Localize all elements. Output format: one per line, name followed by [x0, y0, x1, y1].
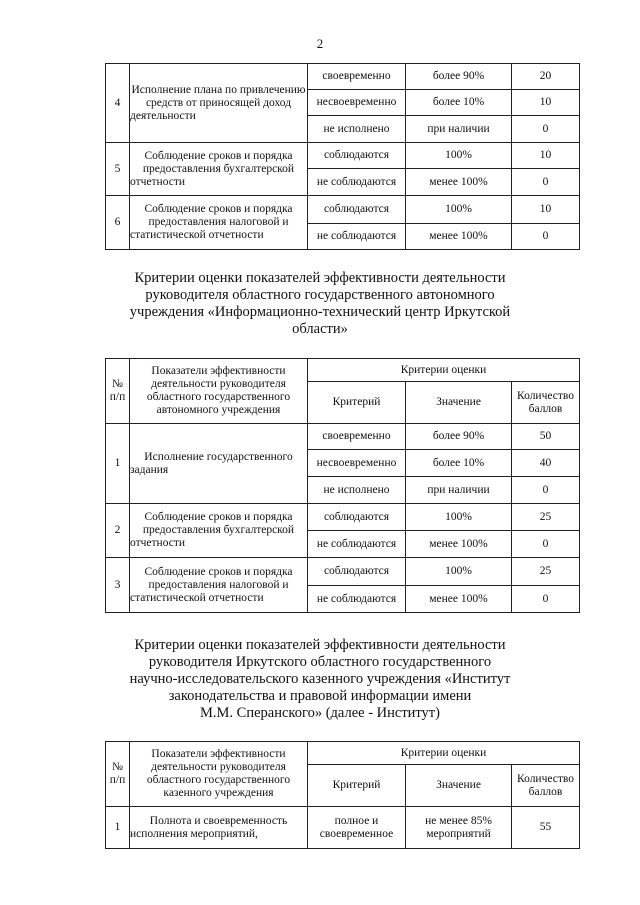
criterion-cell: соблюдаются [308, 196, 406, 224]
row-number: 2 [106, 504, 130, 558]
header-number: № п/п [106, 742, 130, 807]
value-cell: менее 100% [406, 531, 512, 558]
value-cell: при наличии [406, 477, 512, 504]
table-row [106, 64, 580, 90]
heading-line: научно-исследовательского казенного учреждения «Институт [129, 671, 511, 687]
header-indicators: Показатели эффективности деятельности руководителя областного государственного автономного учреждения [130, 359, 308, 424]
heading-line: Критерии оценки показателей эффективности деятельности [134, 637, 506, 653]
points-cell: 50 [512, 424, 580, 450]
points-cell: 10 [512, 90, 580, 116]
heading-line: руководителя Иркутского областного государственного [148, 654, 492, 670]
heading-line: М.М. Сперанского» (далее - Институт) [200, 705, 440, 721]
row-number: 4 [106, 64, 130, 143]
table-row [106, 143, 580, 169]
row-number: 1 [106, 424, 130, 504]
header-number: № п/п [106, 359, 130, 424]
value-cell: менее 100% [406, 169, 512, 196]
points-cell: 40 [512, 450, 580, 477]
criterion-cell: соблюдаются [308, 558, 406, 586]
table-header-row [106, 359, 580, 382]
indicator-name: Соблюдение сроков и порядка предоставления бухгалтерской отчетности [130, 143, 308, 196]
criterion-cell: соблюдаются [308, 143, 406, 169]
heading-line: учреждения «Информационно-технический центр Иркутской [129, 304, 511, 320]
page-number: 2 [316, 36, 324, 51]
heading-line: Критерии оценки показателей эффективности деятельности [134, 270, 506, 286]
criterion-cell: не соблюдаются [308, 531, 406, 558]
table-header-row [106, 742, 580, 765]
indicator-name: Соблюдение сроков и порядка предоставления бухгалтерской отчетности [130, 504, 308, 558]
header-criteria-group: Критерии оценки [308, 359, 580, 382]
heading-line: области» [292, 321, 348, 337]
criterion-cell: не соблюдаются [308, 169, 406, 196]
header-value: Значение [406, 382, 512, 424]
points-cell: 25 [512, 504, 580, 531]
heading-line: законодательства и правовой информации имени [168, 688, 472, 704]
criteria-table-continued [105, 63, 580, 250]
criteria-table-speransky-institute [105, 741, 580, 849]
criterion-cell: не исполнено [308, 477, 406, 504]
value-cell: 100% [406, 196, 512, 224]
value-cell: более 90% [406, 64, 512, 90]
value-cell: более 10% [406, 450, 512, 477]
criterion-cell: несвоевременно [308, 90, 406, 116]
criterion-cell: не соблюдаются [308, 224, 406, 250]
criterion-cell: своевременно [308, 424, 406, 450]
row-number: 3 [106, 558, 130, 613]
points-cell: 0 [512, 531, 580, 558]
value-cell: 100% [406, 143, 512, 169]
header-points: Количество баллов [512, 382, 580, 424]
header-criterion: Критерий [308, 765, 406, 807]
header-value: Значение [406, 765, 512, 807]
indicator-name: Исполнение государственного задания [130, 424, 308, 504]
points-cell: 20 [512, 64, 580, 90]
criterion-cell: соблюдаются [308, 504, 406, 531]
indicator-name: Исполнение плана по привлечению средств от приносящей доход деятельности [130, 64, 308, 143]
value-cell: 100% [406, 504, 512, 531]
row-number: 1 [106, 807, 130, 849]
criterion-cell: несвоевременно [308, 450, 406, 477]
value-cell: более 10% [406, 90, 512, 116]
criterion-cell: не соблюдаются [308, 586, 406, 613]
indicator-name: Соблюдение сроков и порядка предоставления налоговой и статистической отчетности [130, 196, 308, 250]
indicator-name: Соблюдение сроков и порядка предоставления налоговой и статистической отчетности [130, 558, 308, 613]
row-number: 5 [106, 143, 130, 196]
table-row [106, 196, 580, 224]
section-heading-speransky-institute [0, 637, 640, 722]
section-heading-it-center [0, 270, 640, 338]
table-row [106, 424, 580, 450]
value-cell: 100% [406, 558, 512, 586]
row-number: 6 [106, 196, 130, 250]
criteria-table-it-center [105, 358, 580, 613]
value-cell: при наличии [406, 116, 512, 143]
value-cell: менее 100% [406, 586, 512, 613]
header-criteria-group: Критерии оценки [308, 742, 580, 765]
points-cell: 10 [512, 196, 580, 224]
criterion-cell: не исполнено [308, 116, 406, 143]
table-row [106, 504, 580, 531]
points-cell: 55 [512, 807, 580, 849]
header-criterion: Критерий [308, 382, 406, 424]
heading-line: руководителя областного государственного автономного [145, 287, 495, 303]
points-cell: 0 [512, 477, 580, 504]
points-cell: 25 [512, 558, 580, 586]
points-cell: 0 [512, 169, 580, 196]
table-row [106, 558, 580, 586]
header-points: Количество баллов [512, 765, 580, 807]
value-cell: более 90% [406, 424, 512, 450]
points-cell: 0 [512, 116, 580, 143]
header-indicators: Показатели эффективности деятельности руководителя областного государственного казенного учреждения [130, 742, 308, 807]
criterion-cell: своевременно [308, 64, 406, 90]
points-cell: 0 [512, 586, 580, 613]
value-cell: менее 100% [406, 224, 512, 250]
criterion-cell: полное и своевременное [308, 807, 406, 849]
value-cell: не менее 85% мероприятий [406, 807, 512, 849]
points-cell: 0 [512, 224, 580, 250]
table-row [106, 807, 580, 849]
indicator-name: Полнота и своевременность исполнения мероприятий, [130, 807, 308, 849]
points-cell: 10 [512, 143, 580, 169]
